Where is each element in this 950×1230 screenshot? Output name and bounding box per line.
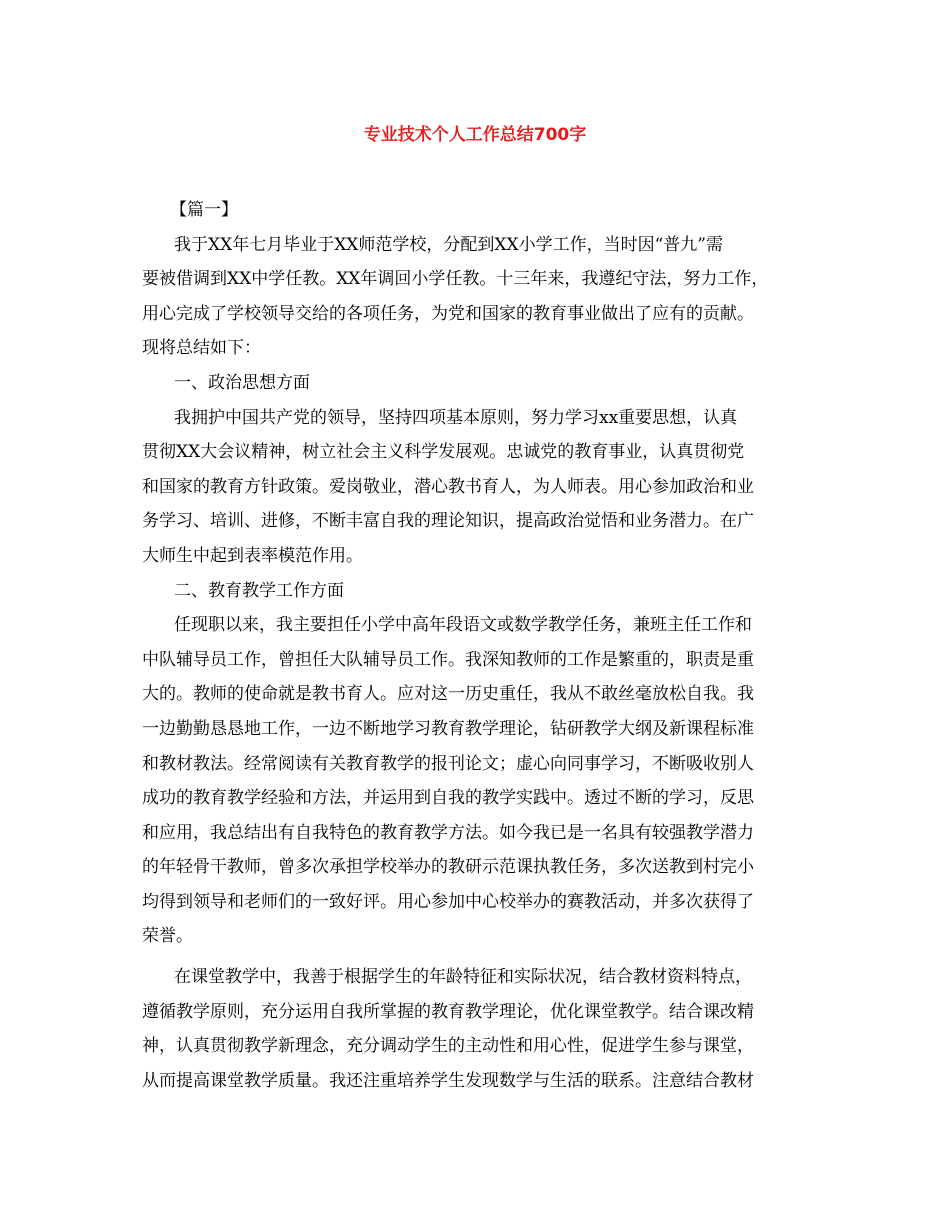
paragraph-line: 要被借调到XX中学任教。XX年调回小学任教。十三年来，我遵纪守法，努力工作，: [142, 269, 769, 290]
paragraph-line: 荣誉。: [142, 926, 193, 947]
subsection-heading: 二、教育教学工作方面: [174, 580, 344, 601]
paragraph-line: 大的。教师的使命就是教书育人。应对这一历史重任，我从不敢丝毫放松自我。我: [142, 684, 754, 705]
paragraph-line: 大师生中起到表率模范作用。: [142, 545, 363, 566]
paragraph-line: 任现职以来，我主要担任小学中高年段语文或数学教学任务，兼班主任工作和: [174, 615, 752, 636]
paragraph-line: 成功的教育教学经验和方法，并运用到自我的教学实践中。透过不断的学习，反思: [142, 788, 754, 809]
paragraph-line: 和教材教法。经常阅读有关教育教学的报刊论文；虚心向同事学习，不断吸收别人: [142, 753, 754, 774]
paragraph-line: 我拥护中国共产党的领导，坚持四项基本原则，努力学习xx重要思想，认真: [174, 407, 738, 428]
paragraph-line: 均得到领导和老师们的一致好评。用心参加中心校举办的赛教活动，并多次获得了: [142, 891, 754, 912]
paragraph-line: 的年轻骨干教师，曾多次承担学校举办的教研示范课执教任务，多次送教到村完小: [142, 857, 754, 878]
paragraph-line: 现将总结如下：: [142, 338, 261, 359]
paragraph-line: 从而提高课堂教学质量。我还注重培养学生发现数学与生活的联系。注意结合教材: [142, 1070, 754, 1091]
paragraph-line: 和应用，我总结出有自我特色的教育教学方法。如今我已是一名具有较强教学潜力: [142, 822, 754, 843]
paragraph-line: 我于XX年七月毕业于XX师范学校，分配到XX小学工作，当时因“普九”需: [174, 234, 723, 255]
document-body: [142, 193, 832, 1098]
paragraph-line: 一边勤勤恳恳地工作，一边不断地学习教育教学理论，钻研教学大纲及新课程标准: [142, 718, 754, 739]
paragraph-line: 在课堂教学中，我善于根据学生的年龄特征和实际状况，结合教材资料特点，: [174, 967, 752, 988]
subsection-heading: 一、政治思想方面: [174, 372, 310, 393]
section-heading: 【篇一】: [170, 200, 238, 220]
document-title: 专业技术个人工作总结700字: [363, 125, 587, 145]
paragraph-line: 中队辅导员工作，曾担任大队辅导员工作。我深知教师的工作是繁重的，职责是重: [142, 649, 754, 670]
paragraph-line: 和国家的教育方针政策。爱岗敬业，潜心教书育人，为人师表。用心参加政治和业: [142, 476, 754, 497]
paragraph-line: 贯彻XX大会议精神，树立社会主义科学发展观。忠诚党的教育事业，认真贯彻党: [142, 442, 745, 463]
paragraph-line: 遵循教学原则，充分运用自我所掌握的教育教学理论，优化课堂教学。结合课改精: [142, 1001, 754, 1022]
paragraph-line: 用心完成了学校领导交给的各项任务，为党和国家的教育事业做出了应有的贡献。: [142, 303, 754, 324]
paragraph-line: 务学习、培训、进修，不断丰富自我的理论知识，提高政治觉悟和业务潜力。在广: [142, 511, 754, 532]
paragraph-line: 神，认真贯彻教学新理念，充分调动学生的主动性和用心性，促进学生参与课堂，: [142, 1036, 754, 1057]
